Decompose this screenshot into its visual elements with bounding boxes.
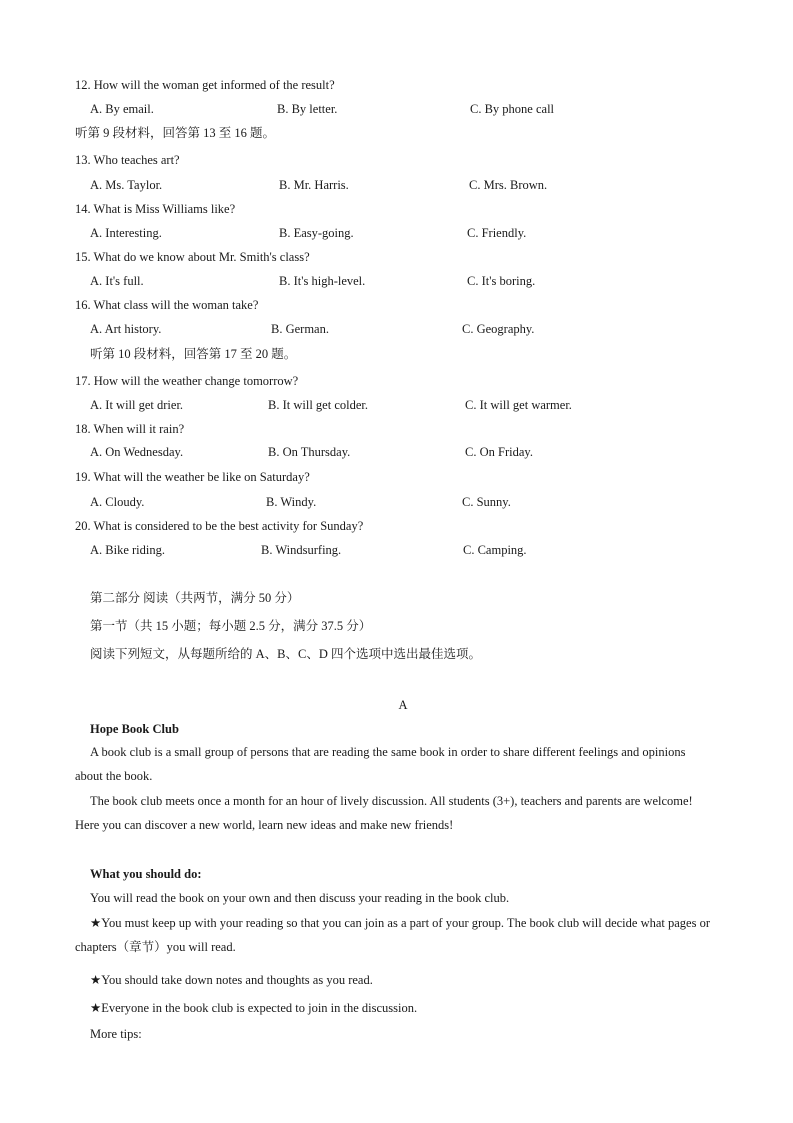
q19-option-b: B. Windy. — [266, 495, 317, 509]
more-tips: More tips: — [90, 1027, 142, 1041]
question-19: 19. What will the weather be like on Saturday? — [75, 470, 310, 484]
what-you-should-do-heading: What you should do: — [90, 867, 202, 881]
question-14: 14. What is Miss Williams like? — [75, 202, 236, 216]
q12-option-c: C. By phone call — [470, 102, 555, 116]
q13-option-b: B. Mr. Harris. — [279, 178, 349, 192]
q17-option-b: B. It will get colder. — [268, 398, 368, 412]
section-one-title: 第一节（共 15 小题；每小题 2.5 分，满分 37.5 分） — [90, 619, 372, 633]
paragraph-6: ★Everyone in the book club is expected to join in the discussion. — [90, 1001, 418, 1015]
q16-option-c: C. Geography. — [462, 322, 535, 336]
part-two-title: 第二部分 阅读（共两节，满分 50 分） — [90, 591, 300, 605]
q19-option-c: C. Sunny. — [462, 495, 511, 509]
q20-option-b: B. Windsurfing. — [261, 543, 342, 557]
section-10-instruction: 听第 10 段材料，回答第 17 至 20 题。 — [90, 347, 297, 361]
passage-title: Hope Book Club — [90, 722, 179, 736]
paragraph-1: A book club is a small group of persons that are reading the same book in order to share different feelings and opinions about the book. — [75, 745, 686, 783]
q18-option-a: A. On Wednesday. — [90, 445, 184, 459]
question-12: 12. How will the woman get informed of the result? — [75, 78, 335, 92]
q18-option-b: B. On Thursday. — [268, 445, 351, 459]
q15-option-b: B. It's high-level. — [279, 274, 366, 288]
paragraph-5: ★You should take down notes and thoughts as you read. — [90, 973, 373, 987]
paragraph-4: ★You must keep up with your reading so that you can join as a part of your group. The book club will decide what pages or chapters（章节）you will read. — [75, 916, 711, 954]
question-18: 18. When will it rain? — [75, 422, 185, 436]
q20-option-a: A. Bike riding. — [90, 543, 165, 557]
q14-option-c: C. Friendly. — [467, 226, 527, 240]
q20-option-c: C. Camping. — [463, 543, 527, 557]
question-17: 17. How will the weather change tomorrow? — [75, 374, 299, 388]
q13-option-c: C. Mrs. Brown. — [469, 178, 548, 192]
passage-letter: A — [398, 698, 408, 712]
question-16: 16. What class will the woman take? — [75, 298, 259, 312]
reading-instructions: 阅读下列短文，从每题所给的 A、B、C、D 四个选项中选出最佳选项。 — [90, 647, 481, 661]
question-15: 15. What do we know about Mr. Smith's class? — [75, 250, 310, 264]
q12-option-b: B. By letter. — [277, 102, 338, 116]
q19-option-a: A. Cloudy. — [90, 495, 145, 509]
question-20: 20. What is considered to be the best activity for Sunday? — [75, 519, 364, 533]
q15-option-c: C. It's boring. — [467, 274, 536, 288]
q15-option-a: A. It's full. — [90, 274, 144, 288]
q14-option-b: B. Easy-going. — [279, 226, 354, 240]
q18-option-c: C. On Friday. — [465, 445, 533, 459]
question-13: 13. Who teaches art? — [75, 153, 180, 167]
section-9-instruction: 听第 9 段材料，回答第 13 至 16 题。 — [75, 126, 276, 140]
q16-option-b: B. German. — [271, 322, 329, 336]
q12-option-a: A. By email. — [90, 102, 154, 116]
q14-option-a: A. Interesting. — [90, 226, 162, 240]
paragraph-3: You will read the book on your own and then discuss your reading in the book club. — [90, 891, 510, 905]
paragraph-2: The book club meets once a month for an hour of lively discussion. All students (3+), teachers and parents are welcome! Here you can discover a new world, learn new ideas and make new friends! — [75, 794, 693, 832]
q13-option-a: A. Ms. Taylor. — [90, 178, 163, 192]
q16-option-a: A. Art history. — [90, 322, 162, 336]
q17-option-c: C. It will get warmer. — [465, 398, 572, 412]
q17-option-a: A. It will get drier. — [90, 398, 184, 412]
